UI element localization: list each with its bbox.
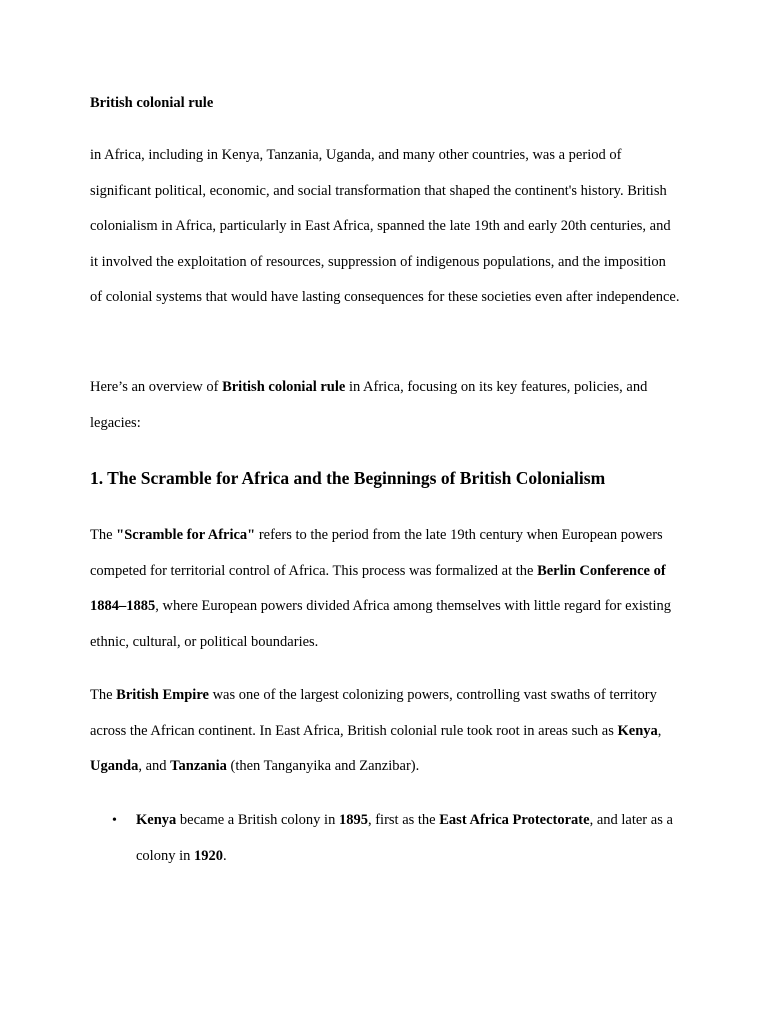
british-empire-term: British Empire [116, 687, 209, 703]
bullet-year-1920: 1920 [194, 847, 223, 864]
overview-paragraph [90, 370, 680, 441]
bullet-icon: • [112, 813, 117, 828]
bullet-protectorate-term: East Africa Protectorate [439, 812, 590, 828]
overview-text-pre: Here’s an overview of [90, 379, 223, 395]
scramble-text-1: The [90, 527, 117, 543]
intro-paragraph [90, 138, 680, 316]
british-empire-paragraph [90, 678, 680, 785]
intro-text: in Africa, including in Kenya, Tanzania, Uganda, and many other countries, was a period of significant political, economic, and social transformation that shaped the continent's history. British colonialism in Africa, particularly in East Africa, spanned the late 19th and early 20th centuries, and it involved the exploitation of resources, suppression of indigenous populations, and the imposition of colonial systems that would have lasting consequences for these societies even after independence. [90, 147, 680, 306]
scramble-paragraph [90, 518, 680, 660]
document-title: British colonial rule [90, 95, 214, 111]
bullet-text-4: . [223, 847, 227, 864]
uganda-term: Uganda [90, 758, 139, 775]
scramble-text-3: , where European powers divided Africa among themselves with little regard for existing ethnic, cultural, or political boundaries. [90, 598, 672, 650]
bullet-text-1: became a British colony in [176, 812, 339, 828]
bullet-year-1895: 1895 [338, 812, 368, 828]
section-heading: 1. The Scramble for Africa and the Beginnings of British Colonialism [90, 468, 606, 488]
overview-text-post: in Africa, focusing on its key features, policies, and legacies: [90, 379, 648, 431]
empire-text-3: , [657, 722, 662, 739]
empire-text-1: The [90, 687, 117, 703]
bullet-text-3: , and later as a colony in [136, 812, 673, 864]
kenya-term: Kenya [617, 722, 658, 739]
empire-text-4: , and [138, 758, 171, 775]
overview-bold-term: British colonial rule [222, 379, 346, 395]
bullet-list [90, 803, 680, 874]
scramble-text-2: refers to the period from the late 19th century when European powers competed for territorial control of Africa. This process was formalized at the [90, 527, 663, 579]
empire-text-2: was one of the largest colonizing powers, controlling vast swaths of territory across the African continent. In East Africa, British colonial rule took root in areas such as [90, 687, 657, 739]
berlin-conference-term: Berlin Conference of 1884–1885 [90, 562, 666, 615]
tanzania-term: Tanzania [170, 758, 227, 775]
bullet-text-2: , first as the [367, 812, 440, 828]
empire-text-5: (then Tanganyika and Zanzibar). [226, 758, 420, 775]
scramble-term: "Scramble for Africa" [116, 527, 256, 543]
bullet-kenya-term: Kenya [136, 812, 177, 828]
list-item [90, 803, 680, 874]
